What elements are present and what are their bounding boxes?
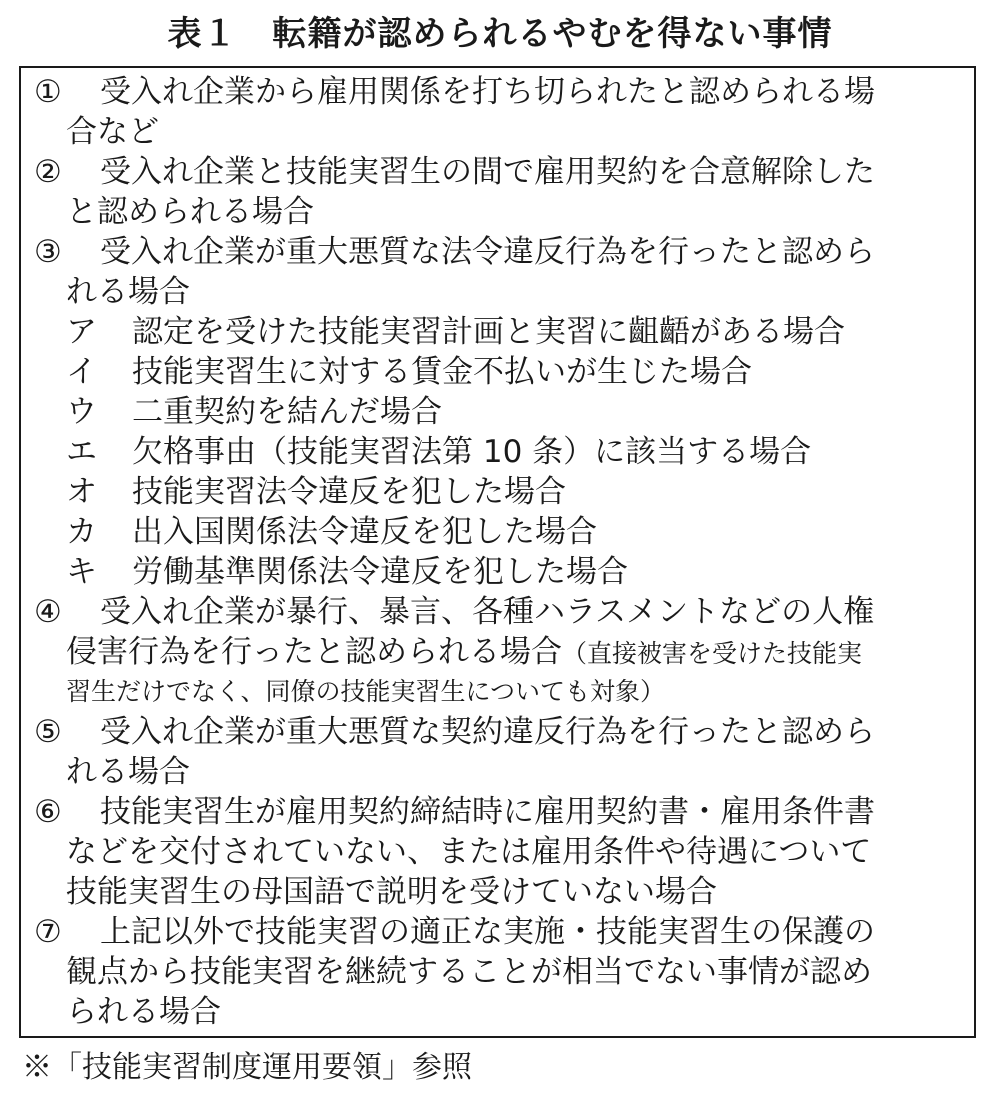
table-title: 表１ 転籍が認められるやむを得ない事情 (167, 14, 833, 54)
list-item-continuation (34, 752, 964, 792)
item-text: 上記以外で技能実習の適正な実施・技能実習生の保護の (100, 914, 875, 950)
sub-item-text: 二重契約を結んだ場合 (132, 394, 442, 430)
item-note: 習生だけでなく、同僚の技能実習生についても対象） (66, 677, 666, 706)
item-text: 受入れ企業と技能実習生の間で雇用契約を合意解除した (100, 154, 875, 190)
item-number: ⑥ (34, 794, 62, 830)
reasons-list (34, 72, 964, 1032)
sub-item (34, 392, 964, 432)
list-item-continuation (34, 872, 964, 912)
item-text: 受入れ企業から雇用関係を打ち切られたと認められる場 (100, 74, 875, 110)
sub-item (34, 432, 964, 472)
sub-item-text: 出入国関係法令違反を犯した場合 (132, 514, 597, 550)
sub-item (34, 552, 964, 592)
list-item-continuation (34, 192, 964, 232)
sub-item-marker: エ (66, 434, 97, 470)
item-text: 受入れ企業が重大悪質な法令違反行為を行ったと認めら (100, 234, 875, 270)
sub-item-text: 技能実習生に対する賃金不払いが生じた場合 (132, 354, 752, 390)
sub-item-text: 労働基準関係法令違反を犯した場合 (132, 554, 628, 590)
sub-item (34, 352, 964, 392)
item-text: 技能実習生の母国語で説明を受けていない場合 (66, 874, 717, 910)
sub-item (34, 312, 964, 352)
footnote: ※「技能実習制度運用要領」参照 (22, 1050, 472, 1085)
item-number: ④ (34, 594, 62, 630)
sub-item-marker: ア (66, 314, 97, 350)
item-text: れる場合 (66, 274, 190, 310)
list-item (34, 592, 964, 632)
sub-item (34, 512, 964, 552)
sub-item-marker: ウ (66, 394, 97, 430)
item-text: れる場合 (66, 754, 190, 790)
item-text: 観点から技能実習を継続することが相当でない事情が認め (66, 954, 872, 990)
item-number: ③ (34, 234, 62, 270)
list-item (34, 912, 964, 952)
sub-item (34, 472, 964, 512)
sub-item-marker: カ (66, 514, 97, 550)
item-number: ⑤ (34, 714, 62, 750)
sub-item-marker: イ (66, 354, 97, 390)
item-number: ⑦ (34, 914, 62, 950)
item-note: （直接被害を受けた技能実 (562, 639, 863, 668)
list-item-continuation (34, 992, 964, 1032)
list-item (34, 152, 964, 192)
item-text: などを交付されていない、または雇用条件や待遇について (66, 834, 872, 870)
list-item-continuation (34, 112, 964, 152)
list-item (34, 232, 964, 272)
list-item-continuation (34, 632, 964, 672)
sub-item-marker: オ (66, 474, 97, 510)
item-text: 合など (66, 114, 159, 150)
item-text: 受入れ企業が暴行、暴言、各種ハラスメントなどの人権 (100, 594, 875, 630)
list-item-continuation (34, 832, 964, 872)
item-text: 受入れ企業が重大悪質な契約違反行為を行ったと認めら (100, 714, 875, 750)
item-text: られる場合 (66, 994, 221, 1030)
item-text: 技能実習生が雇用契約締結時に雇用契約書・雇用条件書 (100, 794, 875, 830)
list-item-continuation (34, 672, 964, 712)
sub-item-text: 認定を受けた技能実習計画と実習に齟齬がある場合 (132, 314, 845, 350)
list-item-continuation (34, 272, 964, 312)
item-number: ② (34, 154, 62, 190)
list-item (34, 72, 964, 112)
list-item-continuation (34, 952, 964, 992)
sub-item-text: 欠格事由（技能実習法第 10 条）に該当する場合 (132, 434, 812, 470)
sub-item-text: 技能実習法令違反を犯した場合 (132, 474, 566, 510)
item-text: 侵害行為を行ったと認められる場合 (66, 634, 562, 670)
list-item (34, 792, 964, 832)
sub-item-marker: キ (66, 554, 97, 590)
list-item (34, 712, 964, 752)
item-number: ① (34, 74, 62, 110)
item-text: と認められる場合 (66, 194, 314, 230)
